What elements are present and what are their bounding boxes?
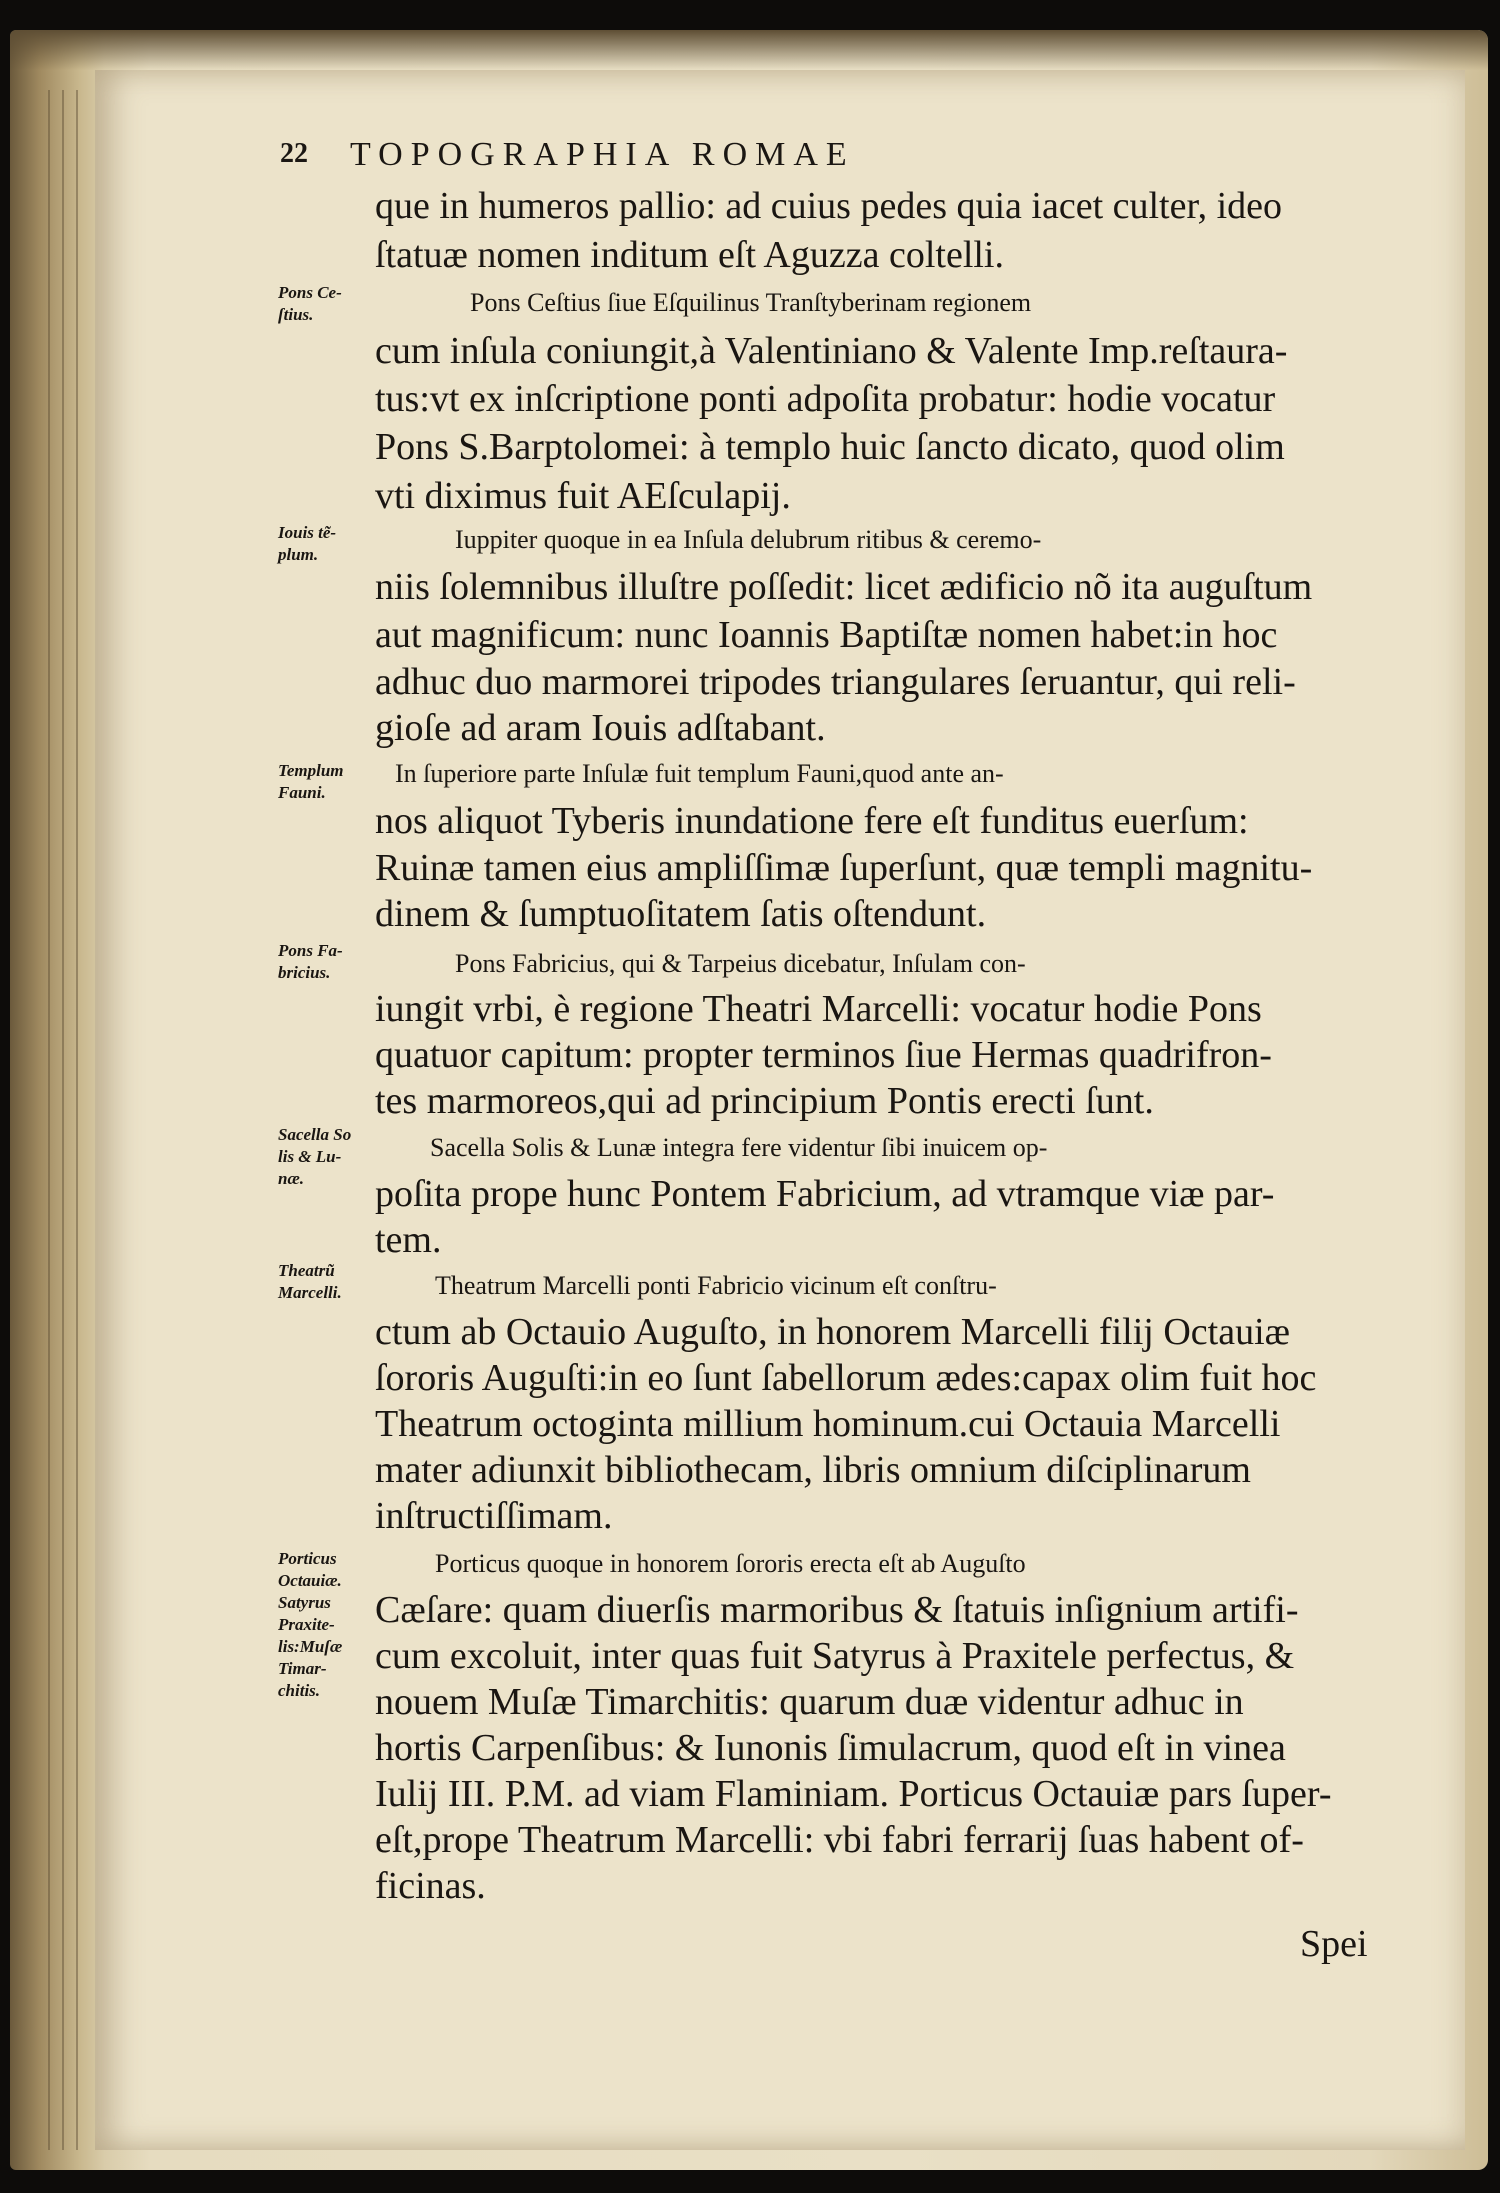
text-line: ſtatuæ nomen inditum eſt Aguzza coltelli. [375, 234, 1004, 276]
note-line: bricius. [278, 963, 331, 982]
text-line: Iulij III. P.M. ad viam Flaminiam. Porticus Octauiæ pars ſuper- [375, 1773, 1332, 1815]
text-line: niis ſolemnibus illuſtre poſſedit: licet ædificio nõ ita auguſtum [375, 566, 1313, 608]
note-line: Pons Ce- [278, 283, 342, 302]
text-line: inſtructiſſimam. [375, 1495, 613, 1537]
note-line: Timar- [278, 1659, 327, 1678]
note-line: Fauni. [278, 783, 326, 802]
page-edge [76, 90, 78, 2150]
note-line: Marcelli. [278, 1283, 342, 1302]
text-line: mater adiunxit bibliothecam, libris omnium diſciplinarum [375, 1449, 1251, 1491]
marginal-note-pons-cestius [278, 282, 368, 326]
page-number: 22 [280, 138, 308, 169]
text-line: hortis Carpenſibus: & Iunonis ſimulacrum, quod eſt in vinea [375, 1727, 1286, 1769]
note-line: lis:Muſæ [278, 1637, 343, 1656]
page-edge [62, 90, 64, 2150]
note-line: Porticus [278, 1549, 337, 1568]
note-line: Sacella So [278, 1125, 352, 1144]
text-line: ſororis Auguſti:in eo ſunt ſabellorum ædes:capax olim fuit hoc [375, 1357, 1317, 1399]
text-line: quatuor capitum: propter terminos ſiue Hermas quadrifron- [375, 1034, 1272, 1076]
text-line: ficinas. [375, 1865, 486, 1907]
note-line: Iouis tẽ- [278, 523, 337, 542]
note-line: chitis. [278, 1681, 321, 1700]
text-line: Theatrum Marcelli ponti Fabricio vicinum eſt conſtru- [435, 1271, 997, 1300]
note-line: ſtius. [278, 305, 314, 324]
note-line: plum. [278, 545, 319, 564]
text-line: nouem Muſæ Timarchitis: quarum duæ videntur adhuc in [375, 1681, 1244, 1723]
note-line: Praxite- [278, 1615, 335, 1634]
marginal-note-templum-fauni [278, 760, 368, 804]
text-line: Cæſare: quam diuerſis marmoribus & ſtatuis inſignium artifi- [375, 1589, 1299, 1631]
running-title: TOPOGRAPHIA ROMAE [350, 136, 855, 173]
text-line: poſita prope hunc Pontem Fabricium, ad vtramque viæ par- [375, 1173, 1275, 1215]
text-line: eſt,prope Theatrum Marcelli: vbi fabri ferrarij ſuas habent of- [375, 1819, 1304, 1861]
marginal-note-pons-fabricius [278, 940, 368, 984]
note-line: Pons Fa- [278, 941, 343, 960]
text-line: aut magnificum: nunc Ioannis Baptiſtæ nomen habet:in hoc [375, 614, 1278, 656]
text-line: Theatrum octoginta millium hominum.cui Octauia Marcelli [375, 1403, 1281, 1445]
text-line: tes marmoreos,qui ad principium Pontis erecti ſunt. [375, 1080, 1154, 1122]
marginal-note-theatrum [278, 1260, 368, 1304]
text-line: adhuc duo marmorei tripodes triangulares ſeruantur, qui reli- [375, 661, 1296, 703]
marginal-note-porticus [278, 1548, 368, 1702]
text-line: ctum ab Octauio Auguſto, in honorem Marcelli filij Octauiæ [375, 1311, 1290, 1353]
page-edge [48, 90, 50, 2150]
text-line: iungit vrbi, è regione Theatri Marcelli: vocatur hodie Pons [375, 988, 1262, 1030]
text-line: que in humeros pallio: ad cuius pedes quia iacet culter, ideo [375, 185, 1283, 227]
text-line: Porticus quoque in honorem ſororis erecta eſt ab Auguſto [435, 1549, 1026, 1578]
marginal-note-iouis-templum [278, 522, 368, 566]
text-line: vti diximus fuit AEſculapij. [375, 475, 791, 517]
text-line: dinem & ſumptuoſitatem ſatis oſtendunt. [375, 893, 987, 935]
note-line: Templum [278, 761, 344, 780]
text-line: gioſe ad aram Iouis adſtabant. [375, 707, 826, 749]
text-line: Pons Ceſtius ſiue Eſquilinus Tranſtyberinam regionem [470, 288, 1032, 317]
text-line: cum excoluit, inter quas fuit Satyrus à Praxitele perfectus, & [375, 1635, 1295, 1677]
note-line: Octauiæ. [278, 1571, 342, 1590]
text-line: nos aliquot Tyberis inundatione fere eſt funditus euerſum: [375, 800, 1249, 842]
text-line: In ſuperiore parte Inſulæ fuit templum Fauni,quod ante an- [395, 759, 1004, 788]
note-line: næ. [278, 1169, 304, 1188]
text-line: Iuppiter quoque in ea Inſula delubrum ritibus & ceremo- [455, 525, 1042, 554]
catchword: Spei [1300, 1923, 1368, 1965]
text-line: tus:vt ex inſcriptione ponti adpoſita probatur: hodie vocatur [375, 378, 1276, 420]
text-line: Pons S.Barptolomei: à templo huic ſancto dicato, quod olim [375, 426, 1285, 468]
note-line: Satyrus [278, 1593, 331, 1612]
page-header [280, 136, 1400, 186]
text-line: Ruinæ tamen eius ampliſſimæ ſuperſunt, quæ templi magnitu- [375, 847, 1313, 889]
text-line: Pons Fabricius, qui & Tarpeius dicebatur, Inſulam con- [455, 949, 1026, 978]
note-line: lis & Lu- [278, 1147, 342, 1166]
text-line: tem. [375, 1219, 442, 1261]
marginal-note-sacella [278, 1124, 368, 1190]
text-line: cum inſula coniungit,à Valentiniano & Valente Imp.reſtaura- [375, 330, 1288, 372]
text-line: Sacella Solis & Lunæ integra fere videntur ſibi inuicem op- [430, 1133, 1048, 1162]
note-line: Theatrũ [278, 1261, 335, 1280]
